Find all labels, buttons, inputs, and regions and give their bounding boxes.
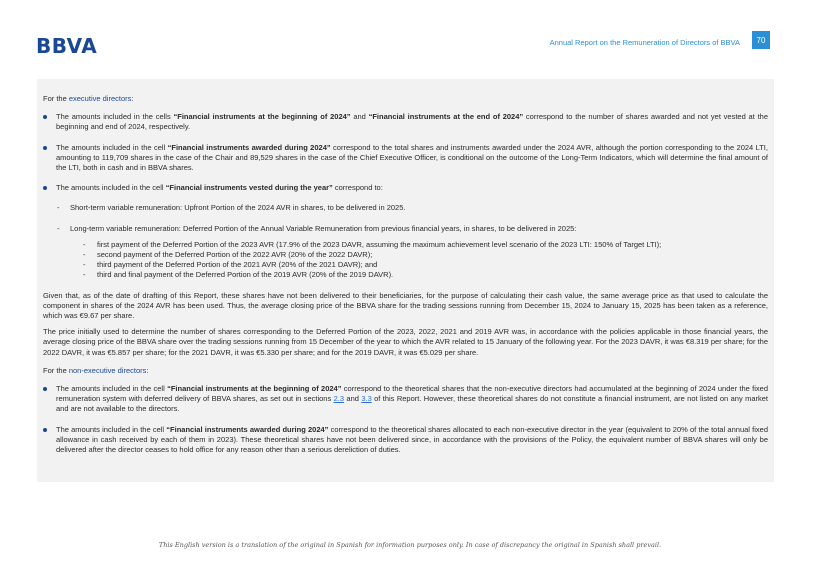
section-link-3-3[interactable]: 3.3 — [361, 394, 372, 404]
exec-bullet-3: The amounts included in the cell “Financial instruments vested during the year” correspond to: — [43, 183, 768, 193]
bullet-dot — [43, 186, 47, 190]
report-title: Annual Report on the Remuneration of Directors of BBVA — [549, 38, 740, 47]
exec-directors-heading: executive directors — [68, 94, 132, 103]
bullet-dot — [43, 146, 47, 150]
dash-item-long-term: - Long-term variable remuneration: Deferred Portion of the Annual Variable Remuneration from previous financial years, in shares, to be delivered in 2025: — [57, 223, 577, 233]
nonexec-bullet-2: The amounts included in the cell “Financial instruments awarded during 2024” correspond to the theoretical shares allocated to each non-executive director in the year (equivalent to 20% of the total annual fixed allowance in cash received by each of them in 2023). These theoretical shares have not been delivered since, in accordance with the provisions of the Policy, the equivalent number of BBVA shares will only be delivered after the director ceases to hold office for any reason other than a serious dereliction of duties. — [43, 425, 768, 456]
nonexec-intro: For the non-executive directors: — [43, 365, 149, 375]
bbva-logo: BBVA — [36, 34, 98, 58]
sub-item: - third payment of the Deferred Portion of the 2021 AVR (20% of the 2021 DAVR); and — [83, 260, 378, 270]
nonexec-bullet-1: The amounts included in the cell “Financial instruments at the beginning of 2024” correspond to the theoretical shares that the non-executive directors had accumulated at the beginning of 2024 under the fixed remuneration system with deferred delivery of BBVA shares, as set out in sections 2.3 and 3.3 of this Report. However, these theoretical shares do not constitute a financial instrument, are not listed on any market and are not available to the directors. — [43, 384, 768, 415]
sub-item: - second payment of the Deferred Portion of the 2022 AVR (20% of the 2022 DAVR); — [83, 250, 373, 260]
sub-item: - first payment of the Deferred Portion of the 2023 AVR (17.9% of the 2023 DAVR, assuming the maximum achievement level scenario of the 2023 LTI: 150% of Target LTI); — [83, 239, 662, 249]
content-panel — [37, 79, 774, 482]
section-link-2-3[interactable]: 2.3 — [333, 394, 345, 404]
exec-bullet-2: The amounts included in the cell “Financial instruments awarded during 2024” correspond to the total shares and instruments awarded under the 2024 AVR, although the portion corresponding to the 2024 LTI, amounting to 119,709 shares in the case of the Chair and 89,529 shares in the case of the Chief Executive Officer, is conditional on the outcome of the Long-Term Indicators, which will determine the final amount of the LTI, both in cash and in BBVA shares. — [43, 143, 768, 174]
price-paragraph-2: The price initially used to determine the number of shares corresponding to the Deferred Portion of the 2023, 2022, 2021 and 2019 AVR was, in accordance with the policies applicable in those financial years, the average closing price of the BBVA share over the trading sessions running from 15 December of the year to which the AVR related to 15 January of the following year. For the 2023 DAVR, it was €8.319 per share; for the 2022 DAVR, it was €5.857 per share; for the 2021 DAVR, it was €5.330 per share; and for the 2019 DAVR, it was €5.029 per share. — [43, 327, 768, 357]
exec-bullet-1: The amounts included in the cells “Financial instruments at the beginning of 2024” and “Financial instruments at the end of 2024” correspond to the number of shares awarded and not yet vested at the beginning and end of 2024, respectively. — [43, 112, 768, 132]
bullet-dot — [43, 428, 47, 432]
nonexec-directors-heading: non-executive directors — [68, 365, 147, 375]
exec-intro: For the executive directors: — [43, 94, 134, 103]
bullet-dot — [43, 115, 47, 119]
translation-disclaimer: This English version is a translation of the original in Spanish for information purposes only. In case of discrepancy the original in Spanish shall prevail. — [158, 541, 662, 549]
bullet-dot — [43, 387, 47, 391]
dash-item-short-term: - Short-term variable remuneration: Upfront Portion of the 2024 AVR in shares, to be delivered in 2025. — [57, 203, 406, 213]
sub-item: - third and final payment of the Deferred Portion of the 2019 AVR (20% of the 2019 DAVR). — [83, 270, 394, 280]
price-paragraph-1: Given that, as of the date of drafting of this Report, these shares have not been delivered to their beneficiaries, for the purpose of calculating their cash value, the same average price as that used to calculate the component in shares of the 2024 AVR has been used. Thus, the average closing price of the BBVA share for the trading sessions running from December 15, 2024 to January 15, 2025 has been taken as a reference, which was €9.67 per share. — [43, 290, 768, 321]
page-number-badge: 70 — [752, 31, 770, 49]
